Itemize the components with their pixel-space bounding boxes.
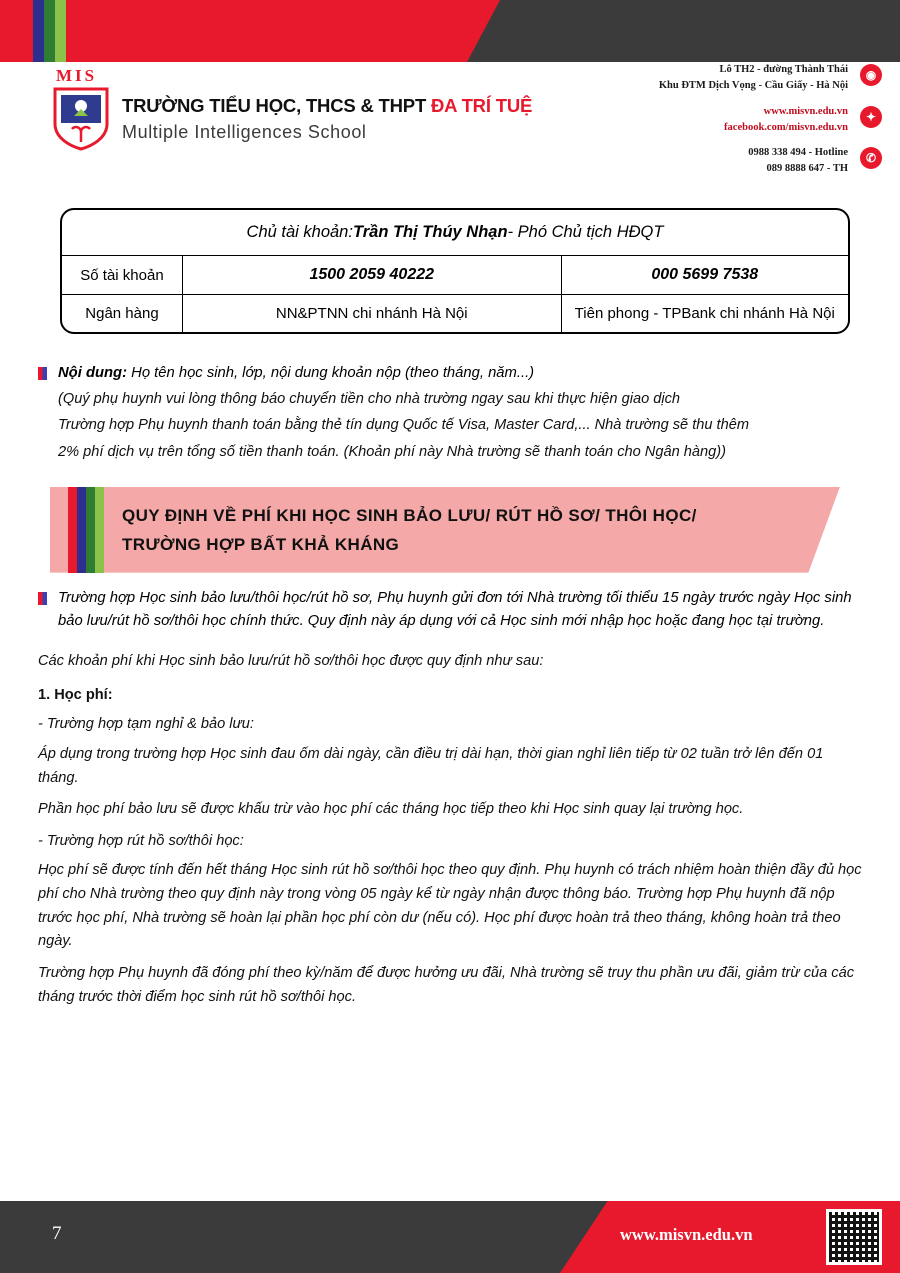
footer-website-link[interactable]: www.misvn.edu.vn [620, 1225, 753, 1244]
contact-phone2: 089 8888 647 - TH [766, 163, 848, 175]
page-number: 7 [52, 1223, 62, 1244]
school-name-vn-part1: TRƯỜNG TIỂU HỌC, THCS & THPT [122, 95, 431, 117]
bank-name-tpbank: Tiên phong - TPBank chi nhánh Hà Nội [574, 305, 835, 322]
banner-line-2: TRƯỜNG HỢP BẤT KHẢ KHÁNG [122, 535, 400, 555]
school-name-vn [122, 94, 532, 117]
bullet-marker-icon [38, 367, 47, 380]
school-name-en: Multiple Intelligences School [122, 122, 367, 143]
note-bullet-row [38, 362, 863, 386]
policy-paragraph-4: Trường hợp Phụ huynh đã đóng phí theo kỳ/năm để được hưởng ưu đãi, Nhà trường sẽ truy thu phần ưu đãi, giảm trừ của các tháng trước thời điểm học sinh rút hồ sơ/thôi học. [38, 964, 855, 1005]
policy-heading-1: 1. Học phí: [38, 686, 113, 703]
contact-address-line1: Lô TH2 - đường Thành Thái [719, 64, 848, 75]
page-footer [0, 1201, 900, 1273]
policy-paragraph-1: Áp dụng trong trường hợp Học sinh đau ốm dài ngày, cần điều trị dài hạn, thời gian nghỉ liên tiếp từ 02 tuần trở lên đến 01 tháng. [38, 745, 824, 786]
policy-intro: Các khoản phí khi Học sinh bảo lưu/rút hồ sơ/thôi học được quy định như sau: [38, 652, 544, 669]
bullet-marker-icon [38, 592, 47, 605]
table-row [62, 294, 848, 332]
qr-code-icon [826, 1209, 882, 1265]
note-bullet-body: Họ tên học sinh, lớp, nội dung khoản nộp (theo tháng, năm...) [127, 365, 535, 381]
school-name-vn-accent: ĐA TRÍ TUỆ [431, 95, 533, 117]
table-row [62, 255, 848, 294]
account-holder-cell [62, 210, 848, 255]
note-line-2: Trường hợp Phụ huynh thanh toán bằng thẻ tín dụng Quốc tế Visa, Master Card,... Nhà trường sẽ thu thêm [58, 417, 750, 434]
contact-phone-group [659, 145, 877, 178]
contact-address-line2: Khu ĐTM Dịch Vọng - Cầu Giấy - Hà Nội [658, 80, 848, 92]
account-holder-name: Trần Thị Thúy Nhạn [352, 223, 508, 241]
footer-dark-band [0, 1201, 640, 1273]
table-row-title [62, 210, 848, 255]
account-number-agribank: 1500 2059 40222 [183, 256, 562, 294]
phone-icon: ✆ [860, 147, 882, 169]
policy-bullet-text: Trường hợp Học sinh bảo lưu/thôi học/rút hồ sơ, Phụ huynh gửi đơn tới Nhà trường tối thiểu 15 ngày trước ngày Học sinh bảo lưu/rút hồ sơ/thôi học chính thức. Quy định này áp dụng với cả Học sinh mới nhập học hoặc đang học tại trường. [58, 589, 852, 630]
bank-account-table [60, 208, 850, 334]
row-label-bank: Ngân hàng [62, 295, 183, 332]
header-color-stripes [22, 0, 77, 62]
policy-bullet-row [38, 587, 863, 634]
location-pin-icon: ◉ [860, 64, 882, 86]
contact-block [658, 62, 877, 187]
globe-icon: ✦ [860, 106, 882, 128]
note-bullet-text [58, 362, 534, 386]
policy-sub-1: - Trường hợp tạm nghỉ & bảo lưu: [38, 716, 254, 733]
document-content [38, 362, 863, 1012]
account-holder-prefix: Chủ tài khoản: [246, 223, 353, 241]
contact-hotline: 0988 338 494 - Hotline [748, 147, 848, 159]
note-bullet-label: Nội dung: [58, 365, 128, 381]
policy-sub-2: - Trường hợp rút hồ sơ/thôi học: [38, 832, 244, 849]
row-label-account-number: Số tài khoản [62, 256, 183, 294]
account-number-tpbank: 000 5699 7538 [651, 266, 759, 283]
school-name-block [122, 94, 532, 144]
mis-abbreviation: MIS [56, 66, 98, 85]
contact-facebook[interactable]: facebook.com/misvn.edu.vn [724, 121, 848, 133]
policy-paragraph-3: Học phí sẽ được tính đến hết tháng Học sinh rút hồ sơ/thôi học theo quy định. Phụ huynh có trách nhiệm hoàn thiện đầy đủ học phí cho Nhà trường theo quy định này trong vòng 05 ngày kể từ ngày nhận được thông báo. Trường hợp Phụ huynh đã nộp trước học phí, Nhà trường sẽ hoàn lại phần học phí còn dư (nếu có). Học phí được hoàn trả theo tháng, không hoàn trả theo ngày. [38, 862, 862, 950]
banner-line-1: QUY ĐỊNH VỀ PHÍ KHI HỌC SINH BẢO LƯU/ RÚT HỒ SƠ/ THÔI HỌC/ [122, 505, 697, 525]
contact-web-group [659, 104, 877, 137]
banner-color-stripes [68, 487, 104, 573]
contact-website[interactable]: www.misvn.edu.vn [763, 105, 848, 117]
note-line-1: (Quý phụ huynh vui lòng thông báo chuyển tiền cho nhà trường ngay sau khi thực hiện giao dịch [58, 390, 681, 407]
contact-address-group [658, 62, 877, 95]
page-header-bar [0, 0, 900, 62]
school-logo-row [52, 66, 533, 152]
section-banner [50, 487, 850, 573]
note-line-3: 2% phí dịch vụ trên tổng số tiền thanh toán. (Khoản phí này Nhà trường sẽ thanh toán cho Ngân hàng)) [58, 443, 726, 460]
policy-paragraph-2: Phần học phí bảo lưu sẽ được khấu trừ vào học phí các tháng học tiếp theo khi Học sinh quay lại trường học. [38, 801, 744, 818]
shield-icon [52, 86, 110, 152]
bank-name-agribank: NN&PTNN chi nhánh Hà Nội [183, 295, 562, 332]
shield-logo-icon [52, 66, 110, 152]
banner-text [122, 501, 822, 561]
account-holder-suffix: - Phó Chủ tịch HĐQT [507, 223, 664, 241]
